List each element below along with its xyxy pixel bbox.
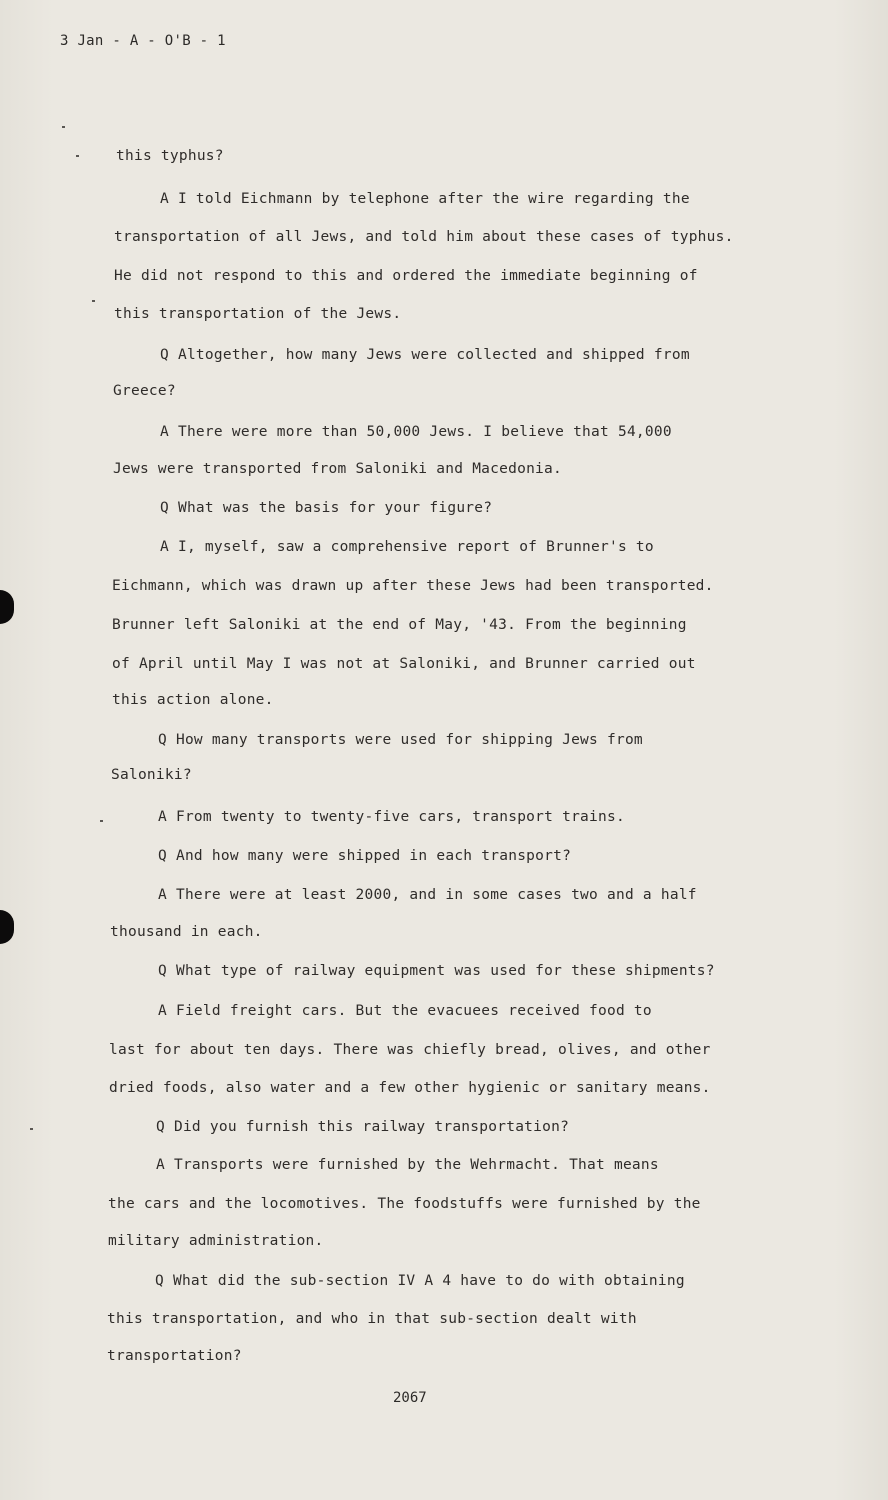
text-line: Q What type of railway equipment was used for these shipments? (158, 963, 715, 979)
text-line: Eichmann, which was drawn up after these Jews had been transported. (112, 578, 714, 594)
text-line: A I told Eichmann by telephone after the wire regarding the (160, 191, 690, 207)
text-line: Q Did you furnish this railway transportation? (156, 1119, 570, 1135)
text-line: of April until May I was not at Saloniki, and Brunner carried out (112, 656, 696, 672)
text-line: dried foods, also water and a few other hygienic or sanitary means. (109, 1080, 711, 1096)
paper-speck (100, 820, 103, 822)
paper-speck (92, 300, 95, 302)
text-line: this typhus? (116, 148, 224, 164)
text-line: A From twenty to twenty-five cars, transport trains. (158, 809, 625, 825)
text-line: A There were at least 2000, and in some cases two and a half (158, 887, 697, 903)
paper-speck (76, 155, 79, 157)
punch-hole (0, 910, 14, 944)
text-line: military administration. (108, 1233, 324, 1249)
text-line: A Transports were furnished by the Wehrmacht. That means (156, 1157, 659, 1173)
text-line: Jews were transported from Saloniki and Macedonia. (113, 461, 562, 477)
text-line: A There were more than 50,000 Jews. I believe that 54,000 (160, 424, 672, 440)
text-line: Q Altogether, how many Jews were collected and shipped from (160, 347, 690, 363)
text-line: Saloniki? (111, 767, 192, 783)
text-line: Q How many transports were used for shipping Jews from (158, 732, 643, 748)
document-header: 3 Jan - A - O'B - 1 (60, 33, 226, 49)
text-line: this transportation, and who in that sub-section dealt with (107, 1311, 637, 1327)
text-line: Greece? (113, 383, 176, 399)
text-line: A Field freight cars. But the evacuees received food to (158, 1003, 652, 1019)
text-line: transportation of all Jews, and told him about these cases of typhus. (114, 229, 734, 245)
text-line: last for about ten days. There was chiefly bread, olives, and other (109, 1042, 711, 1058)
page-number: 2067 (393, 1390, 427, 1406)
text-line: thousand in each. (110, 924, 263, 940)
paper-speck (62, 126, 65, 128)
text-line: A I, myself, saw a comprehensive report of Brunner's to (160, 539, 654, 555)
text-line: transportation? (107, 1348, 242, 1364)
text-line: Q What was the basis for your figure? (160, 500, 493, 516)
text-line: Q And how many were shipped in each transport? (158, 848, 572, 864)
text-line: the cars and the locomotives. The foodstuffs were furnished by the (108, 1196, 701, 1212)
punch-hole (0, 590, 14, 624)
text-line: He did not respond to this and ordered the immediate beginning of (114, 268, 698, 284)
text-line: this action alone. (112, 692, 274, 708)
text-line: Brunner left Saloniki at the end of May, '43. From the beginning (112, 617, 687, 633)
text-line: this transportation of the Jews. (114, 306, 402, 322)
paper-speck (30, 1128, 33, 1130)
text-line: Q What did the sub-section IV A 4 have to do with obtaining (155, 1273, 685, 1289)
